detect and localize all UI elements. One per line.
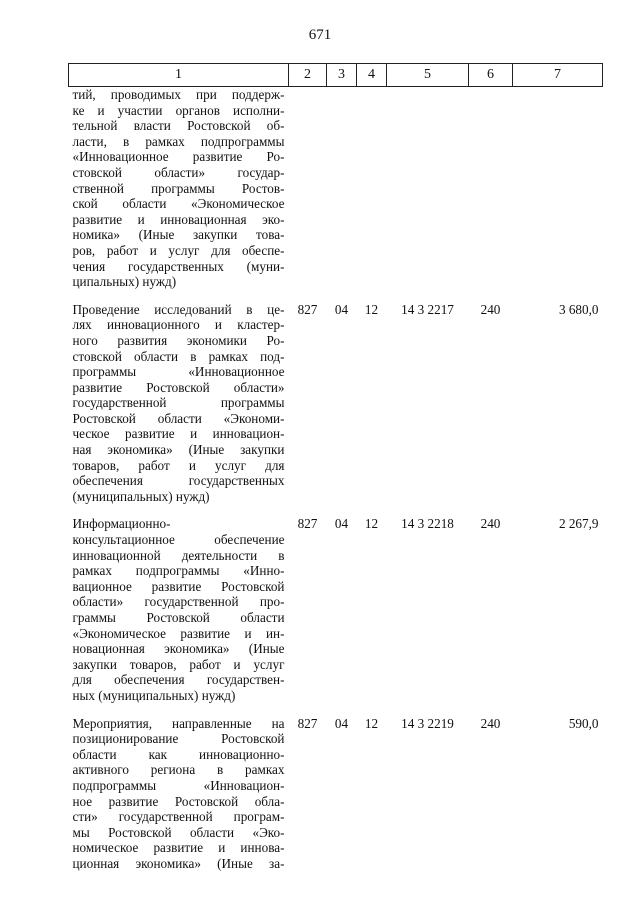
description-line: области» государственной про- xyxy=(72,594,285,610)
description-line: для обеспечения государствен- xyxy=(72,672,285,688)
section-code: 04 xyxy=(334,301,349,317)
description-line: ке и участии органов исполни- xyxy=(72,102,285,118)
column-header: 4 xyxy=(357,64,387,87)
description-line: ных (муниципальных) нужд) xyxy=(72,687,236,703)
table-row xyxy=(69,508,603,707)
row-description xyxy=(69,87,289,294)
column-header: 6 xyxy=(469,64,513,87)
description-line: номика» (Иные закупки това- xyxy=(72,227,285,243)
description-line: чения государственных (муни- xyxy=(72,258,285,274)
table-row xyxy=(69,294,603,509)
column-header: 7 xyxy=(513,64,603,87)
description-line: номическое развитие и иннова- xyxy=(72,840,285,856)
description-line: активного региона в рамках xyxy=(72,762,285,778)
ministry-code: 827 xyxy=(297,715,318,731)
column-header: 1 xyxy=(69,64,289,87)
column-header: 2 xyxy=(289,64,327,87)
target-article-code: 14 3 2218 xyxy=(401,516,454,532)
subsection-code: 12 xyxy=(364,715,379,731)
subsection-code: 12 xyxy=(364,516,379,532)
section-code xyxy=(327,87,357,294)
description-line: подпрограммы «Инновацион- xyxy=(72,777,285,793)
description-line: консультационное обеспечение xyxy=(72,532,285,548)
expense-type-code: 240 xyxy=(480,715,501,731)
description-line: закупки товаров, работ и услуг xyxy=(72,656,285,672)
row-description xyxy=(69,294,289,509)
description-line: государственной программы xyxy=(72,395,285,411)
description-line: Ростовской области «Экономи- xyxy=(72,410,285,426)
description-line: тельной власти Ростовской об- xyxy=(72,118,285,134)
description-line: лях инновационного и кластер- xyxy=(72,317,285,333)
ministry-code: 827 xyxy=(297,301,318,317)
description-line: Мероприятия, направленные на xyxy=(72,715,285,731)
description-line: ров, работ и услуг для обеспе- xyxy=(72,242,285,258)
table-row xyxy=(69,87,603,294)
description-line: развитие и инновационная эко- xyxy=(72,211,285,227)
subsection-code: 12 xyxy=(364,301,379,317)
description-line: ципальных) нужд) xyxy=(72,274,177,290)
table-header-row xyxy=(69,64,603,87)
description-line: ного развития экономики Ро- xyxy=(72,332,285,348)
budget-table xyxy=(68,63,603,876)
amount xyxy=(513,87,603,294)
description-line: ской области «Экономическое xyxy=(72,196,285,212)
description-line: новационная экономика» (Иные xyxy=(72,641,285,657)
description-line: стовской области в рамках под- xyxy=(72,348,285,364)
description-line: ное развитие Ростовской обла- xyxy=(72,793,285,809)
subsection-code xyxy=(357,87,387,294)
expense-type-code: 240 xyxy=(480,301,501,317)
target-article-code xyxy=(387,87,469,294)
column-header: 5 xyxy=(387,64,469,87)
amount: 590,0 xyxy=(568,715,599,731)
description-line: обеспечения государственных xyxy=(72,473,285,489)
amount: 2 267,9 xyxy=(558,516,599,532)
description-line: позиционирование Ростовской xyxy=(72,731,285,747)
description-line: программы «Инновационное xyxy=(72,364,285,380)
section-code: 04 xyxy=(334,516,349,532)
row-description xyxy=(69,508,289,707)
target-article-code: 14 3 2217 xyxy=(401,301,454,317)
description-line: рамках подпрограммы «Инно- xyxy=(72,563,285,579)
ministry-code: 827 xyxy=(297,516,318,532)
description-line: ционная экономика» (Иные за- xyxy=(72,855,285,871)
description-line: сти» государственной програм- xyxy=(72,809,285,825)
row-description xyxy=(69,708,289,876)
section-code: 04 xyxy=(334,715,349,731)
description-line: граммы Ростовской области xyxy=(72,610,285,625)
ministry-code xyxy=(289,87,327,294)
amount: 3 680,0 xyxy=(558,301,599,317)
description-line: «Инновационное развитие Ро- xyxy=(72,149,285,165)
column-header: 3 xyxy=(327,64,357,87)
description-line: ласти, в рамках подпрограммы xyxy=(72,133,285,149)
description-line: стовской области» государ- xyxy=(72,164,285,180)
description-line: Информационно- xyxy=(72,516,171,532)
description-line: области как инновационно- xyxy=(72,746,285,762)
table-row xyxy=(69,708,603,876)
description-line: (муниципальных) нужд) xyxy=(72,488,210,504)
page-number: 671 xyxy=(308,27,332,43)
description-line: ческое развитие и инновацион- xyxy=(72,426,285,442)
expense-type-code: 240 xyxy=(480,516,501,532)
description-line: «Экономическое развитие и ин- xyxy=(72,625,285,641)
description-line: вационное развитие Ростовской xyxy=(72,578,285,594)
target-article-code: 14 3 2219 xyxy=(401,715,454,731)
expense-type-code xyxy=(469,87,513,294)
description-line: Проведение исследований в це- xyxy=(72,301,285,317)
description-line: развитие Ростовской области» xyxy=(72,379,285,395)
description-line: мы Ростовской области «Эко- xyxy=(72,824,285,840)
description-line: товаров, работ и услуг для xyxy=(72,457,285,473)
description-line: ственной программы Ростов- xyxy=(72,180,285,196)
description-line: инновационной деятельности в xyxy=(72,547,285,563)
description-line: тий, проводимых при поддерж- xyxy=(72,87,285,102)
description-line: ная экономика» (Иные закупки xyxy=(72,442,285,458)
